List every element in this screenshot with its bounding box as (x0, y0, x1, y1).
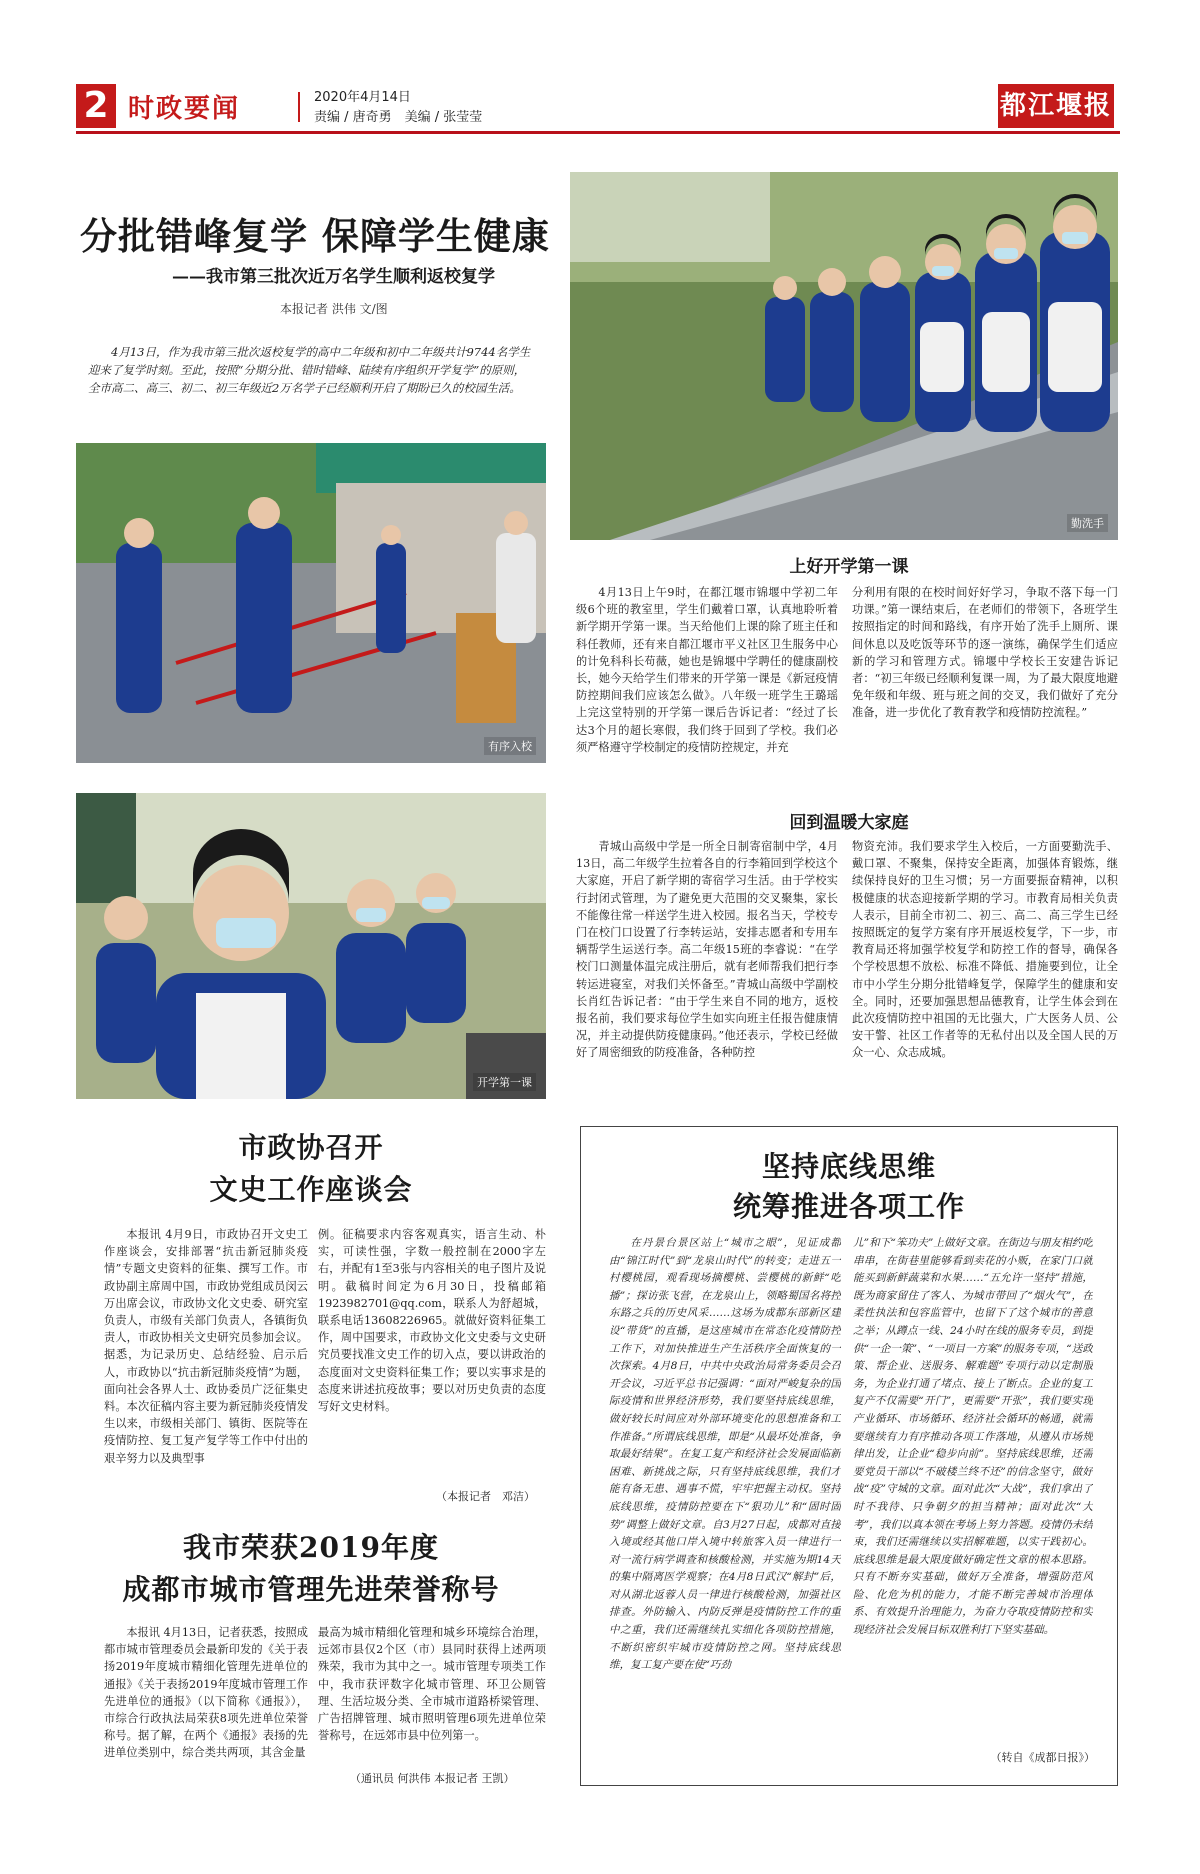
lead-article-byline: 本报记者 洪伟 文/图 (280, 302, 388, 316)
award-article-title-line1: 我市荣获2019年度 (183, 1531, 439, 1564)
editorial-box (580, 1126, 1118, 1786)
cppcc-article-title-line1: 市政协召开 (238, 1131, 384, 1164)
issue-date: 2020年4月14日 (314, 90, 411, 105)
cppcc-article-column-1: 本报讯 4月9日，市政协召开文史工作座谈会，安排部署“抗击新冠肺炎疫情”专题文史资料的征集、撰写工作。市政协副主席周中国，市政协党组成员闵云万出席会议，市政协文化文史委、研究室负责人，市级有关部门负责人，各镇街负责人，市政协相关文史研究员参加会议。据悉，为记录历史、总结经验、启示后人，市政协以“抗击新冠肺炎疫情”为题，面向社会各界人士、政协委员广泛征集史料。本次征稿内容主要为新冠肺炎疫情发生以来，市级相关部门、镇街、医院等在疫情防控、复工复产复学等工作中付出的艰辛努力以及典型事 (104, 1228, 308, 1465)
editorial-title-line2: 统筹推进各项工作 (732, 1190, 965, 1223)
photo-orderly-entry (76, 443, 546, 763)
section-title: 时政要闻 (128, 94, 241, 124)
cppcc-article-column-2: 例。征稿要求内容客观真实，语言生动、朴实，可读性强，字数一般控制在2000字左右，并配有1至3张与内容相关的电子图片及说明。截稿时间定为6月30日，投稿邮箱1923982701@qq.com，联系人为舒超城，联系电话13608226965。就做好资料征集工作，周中国要求，市政协文化文史委与文史研究员要找准文史工作的切入点，要以讲政治的态度面对文史资料征集工作；要以实事求是的态度来讲述抗疫故事；要以对历史负责的态度写好文史材料。 (318, 1228, 546, 1414)
editor-credits: 责编 / 唐奇勇 美编 / 张莹莹 (314, 110, 483, 125)
photo-caption-class: 开学第一课 (473, 1073, 536, 1091)
photo-caption-entry: 有序入校 (484, 737, 536, 755)
section-heading-warm-home: 回到温暖大家庭 (789, 813, 909, 833)
editorial-column-1: 在丹景台景区站上“城市之眼”，见证成都由“锦江时代”到“龙泉山时代”的转变；走进五一村樱桃园，观看现场摘樱桃、尝樱桃的新鲜“吃播”；探访张飞营，在龙泉山上，领略蜀国名将控东路之兵的历史风采……这场为成都东部新区建设“带货”的直播，是这座城市在常态化疫情防控工作下，对加快推进生产生活秩序全面恢复的一次探索。4月8日，中共中央政治局常务委员会召开会议，习近平总书记强调：“面对严峻复杂的国际疫情和世界经济形势，我们要坚持底线思维，做好较长时间应对外部环境变化的思想准备和工作准备。”所谓底线思维，即是“从最坏处准备，争取最好结果”。在复工复产和经济社会发展面临新困难、新挑战之际，只有坚持底线思维，我们才能有备无患、遇事不慌，牢牢把握主动权。坚持底线思维，疫情防控要在下“狠功儿”和“固时固势”调整上做好文章。自3月27日起，成都对直接入境或经其他口岸入境中转旅客入员一律进行一对一流行病学调查和核酸检测，并实施为期14天的集中隔离医学观察；在4月8日武汉“解封”后，对从湖北返蓉人员一律进行核酸检测，加强社区排查。外防输入、内防反弹是疫情防控工作的重中之重，我们还需继续扎实细化各项防控措施，不断织密织牢城市疫情防控之网。坚持底线思维，复工复产要在使“巧劲 (609, 1237, 841, 1672)
lead-article-title: 分批错峰复学 保障学生健康 (80, 214, 550, 258)
editorial-title-line1: 坚持底线思维 (761, 1150, 936, 1183)
first-class-column-2: 分利用有限的在校时间好好学习，争取不落下每一门功课。”第一课结束后，在老师们的带领下，各班学生按照指定的时间和路线，有序开始了洗手上厕所、课间休息以及吃饭等环节的逐一演练，确保学生们适应新的学习和管理方式。锦堰中学校长王安建告诉记者：“初三年级已经顺利复课一周，为了最大限度地避免年级和年级、班与班之间的交叉，我们做好了充分准备，进一步优化了教育教学和疫情防控流程。” (852, 586, 1118, 720)
warm-home-column-2: 物资充沛。我们要求学生入校后，一方面要勤洗手、戴口罩、不聚集，保持安全距离，加强体育锻炼，继续保持良好的卫生习惯；另一方面要振奋精神，以积极健康的状态迎接新学期的学习。市教育局相关负责人表示，目前全市初二、初三、高二、高三学生已经按照既定的复学方案有序开展返校复学，下一步，市教育局还将加强学校复学和防控工作的督导，确保各个学校思想不放松、标准不降低、措施要到位，让全市中小学生分期分批错峰复学，保障学生的健康和安全。同时，还要加强思想品德教育，让学生体会到在此次疫情防控中祖国的无比强大，广大医务人员、公安干警、社区工作者等的无私付出以及全国人民的万众一心、众志成城。 (852, 840, 1118, 1060)
photo-caption-handwashing: 勤洗手 (1067, 514, 1108, 532)
lead-article-subtitle: ——我市第三批次近万名学生顺利返校复学 (172, 267, 495, 287)
header-divider (298, 92, 300, 122)
cppcc-article-title-line2: 文史工作座谈会 (209, 1173, 413, 1206)
lead-article-intro: 4月13日，作为我市第三批次返校复学的高中二年级和初中二年级共计9744名学生迎来了复学时刻。至此，按照“分期分批、错时错峰、陆续有序组织开学复学”的原则，全市高二、高三、初二、初三年级近2万名学子已经顺利开启了期盼已久的校园生活。 (88, 345, 531, 395)
award-article-column-1: 本报讯 4月13日，记者获悉，按照成都市城市管理委员会最新印发的《关于表扬2019年度城市精细化管理先进单位的通报》《关于表扬2019年度城市管理工作先进单位的通报》（以下简称《通报》），市综合行政执法局荣获8项先进单位荣誉称号。据了解，在两个《通报》表扬的先进单位类别中，综合类共两项，其含金量 (104, 1626, 308, 1760)
classroom-illustration (76, 793, 546, 1099)
award-article-column-2: 最高为城市精细化管理和城乡环境综合治理，远郊市县仅2个区（市）县同时获得上述两项殊荣，我市为其中之一。城市管理专项类工作中，我市获评数字化城市管理、环卫公厕管理、生活垃圾分类、全市城市道路桥梁管理、广告招牌管理、城市照明管理6项先进单位荣誉称号，在远郊市县中位列第一。 (318, 1626, 546, 1743)
award-article-signature: （通讯员 何洪伟 本报记者 王凯） (350, 1772, 515, 1785)
photo-first-class (76, 793, 546, 1099)
editorial-source: （转自《成都日报》） (990, 1751, 1095, 1764)
first-class-column-1: 4月13日上午9时，在都江堰市锦堰中学初二年级6个班的教室里，学生们戴着口罩，认真地聆听着新学期开学第一课。当天给他们上课的除了班主任和科任教师，还有来自都江堰市平义社区卫生服务中心的计免科科长苟薇，她也是锦堰中学聘任的健康副校长，她今天给学生们带来的开学第一课是《新冠疫情防控期间我们应该怎么做》。八年级一班学生王璐瑶上完这堂特别的开学第一课后告诉记者：“经过了长达3个月的超长寒假，我们终于回到了学校。我们必须严格遵守学校制定的疫情防控规定，并充 (576, 586, 838, 754)
warm-home-column-1: 青城山高级中学是一所全日制寄宿制中学，4月13日，高二年级学生拉着各自的行李箱回到学校这个大家庭，开启了新学期的寄宿学习生活。由于学校实行封闭式管理，为了避免更大范围的交叉聚集，家长不能像往常一样送学生进入校园。报名当天，学校专门在校门口设置了行李转运站，安排志愿者和专用车辆帮学生运送行李。高二年级15班的李睿说：“在学校门口测量体温完成注册后，就有老师帮我们把行李转运进寝室，对我们关怀备至。”青城山高级中学副校长肖红告诉记者：“由于学生来自不同的地方，返校报名前，我们要求每位学生如实向班主任报告健康情况，并主动提供防疫健康码。”他还表示，学校已经做好了周密细致的防疫准备，各种防控 (576, 840, 838, 1060)
handwashing-illustration (570, 172, 1118, 540)
page-number: 2 (76, 84, 116, 128)
entry-illustration (76, 443, 546, 763)
section-heading-first-class: 上好开学第一课 (789, 557, 909, 577)
award-article-title-line2: 成都市城市管理先进荣誉称号 (122, 1573, 500, 1606)
editorial-column-2: 儿”和下“笨功夫”上做好文章。在街边与朋友相约吃串串，在街巷里能够看到卖花的小贩，在家门口就能买到新鲜蔬菜和水果……“五允许一坚持”措施，既为商家留住了客人、为城市带回了“烟火气”，在柔性执法和包容监管中，也留下了这个城市的善意之举；从蹲点一线、24小时在线的服务专员，到提供“一企一策”、“一项目一方案”的服务专项，“送政策、帮企业、送服务、解难题”专项行动以定制服务，为企业打通了堵点、接上了断点。企业的复工复产不仅需要“开门”，更需要“开张”，我们要实现产业循环、市场循环、经济社会循环的畅通，就需要继续有力有序推动各项工作落地，从遵从市场规律出发，让企业“稳步向前”。坚持底线思维，还需要党员干部以“不破楼兰终不还”的信念坚守，做好战“疫”守城的文章。面对此次“大战”，我们拿出了时不我待、只争朝夕的担当精神；面对此次“大考”，我们以真本领在考场上努力答题。疫情仍未结束，我们还需继续以实招解难题，以实干践初心。底线思维是最大限度做好确定性文章的根本思路。只有不断夯实基础，做好万全准备，增强防范风险、化危为机的能力，才能不断完善城市治理体系、有效提升治理能力，为奋力夺取疫情防控和实现经济社会发展目标双胜利打下坚实基础。 (853, 1237, 1093, 1637)
page-header (76, 84, 1120, 134)
photo-handwashing (570, 172, 1118, 540)
cppcc-article-signature: （本报记者 邓洁） (436, 1490, 535, 1503)
newspaper-logo: 都江堰报 (998, 84, 1114, 128)
